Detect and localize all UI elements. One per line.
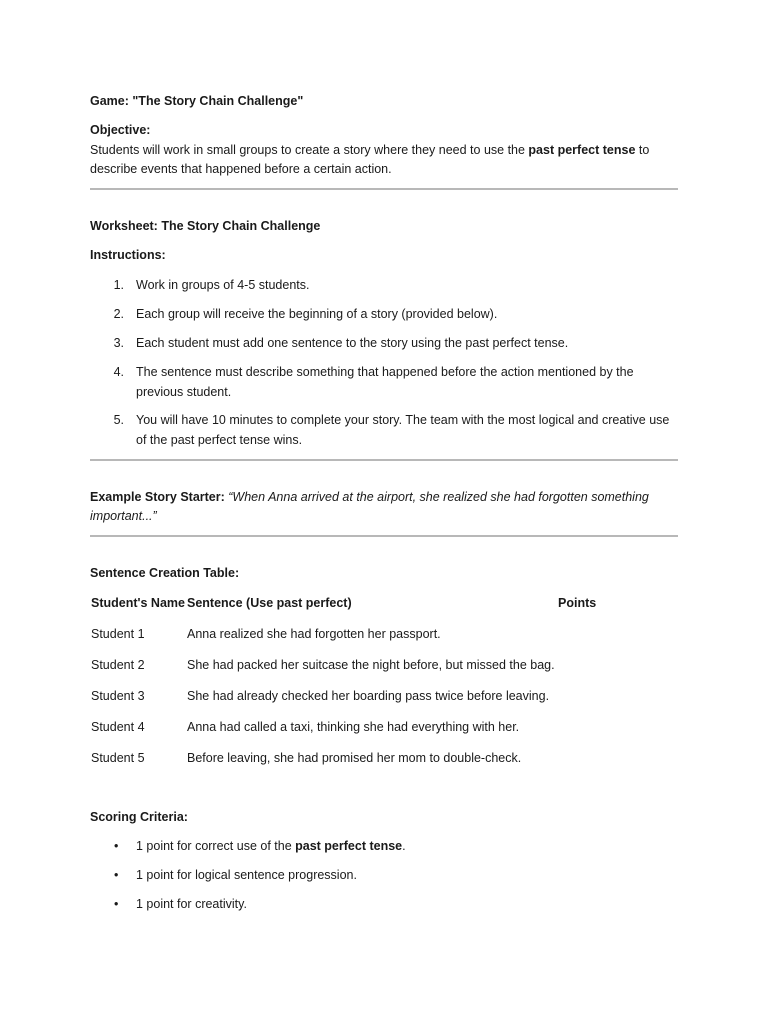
instruction-text: Work in groups of 4-5 students. xyxy=(136,278,310,292)
instructions-label: Instructions: xyxy=(90,248,166,262)
bullet-icon: • xyxy=(114,839,119,853)
instruction-number: 1. xyxy=(113,278,124,292)
header-sentence: Sentence (Use past perfect) xyxy=(187,596,352,610)
divider-1 xyxy=(90,188,678,190)
bullet-icon: • xyxy=(114,897,119,911)
table-title: Sentence Creation Table: xyxy=(90,566,240,580)
sentence-cell: Anna had called a taxi, thinking she had everything with her. xyxy=(187,720,520,734)
student-name-cell: Student 1 xyxy=(91,627,145,641)
scoring-criterion xyxy=(136,839,406,853)
scoring-criterion: 1 point for logical sentence progression. xyxy=(136,868,357,882)
criterion-text: 1 point for correct use of the xyxy=(136,839,296,853)
instruction-text: The sentence must describe something that happened before the action mentioned by the previous student. xyxy=(136,365,634,399)
student-name-cell: Student 4 xyxy=(91,720,145,734)
student-name-cell: Student 2 xyxy=(91,658,145,672)
student-name-cell: Student 5 xyxy=(91,751,145,765)
divider-3 xyxy=(90,535,678,537)
instruction-number: 3. xyxy=(113,336,124,350)
sentence-cell: Anna realized she had forgotten her passport. xyxy=(187,627,441,641)
criterion-emphasis: past perfect tense xyxy=(295,839,403,853)
instruction-text: Each student must add one sentence to the story using the past perfect tense. xyxy=(136,336,569,350)
instruction-number: 2. xyxy=(113,307,124,321)
sentence-cell: Before leaving, she had promised her mom to double-check. xyxy=(187,751,522,765)
worksheet-title: Worksheet: The Story Chain Challenge xyxy=(90,219,321,233)
scoring-label: Scoring Criteria: xyxy=(90,810,188,824)
instruction-text: Each group will receive the beginning of a story (provided below). xyxy=(136,307,498,321)
example-label: Example Story Starter: xyxy=(90,490,225,504)
objective-text-end: to describe events that happened before a certain action. xyxy=(90,143,650,176)
objective-emphasis: past perfect tense xyxy=(528,143,636,157)
sentence-cell: She had already checked her boarding pass twice before leaving. xyxy=(187,689,550,703)
sentence-cell: She had packed her suitcase the night before, but missed the bag. xyxy=(187,658,555,672)
header-points: Points xyxy=(558,596,597,610)
example-story-starter xyxy=(90,488,678,525)
objective-text xyxy=(90,141,678,178)
instruction-number: 5. xyxy=(113,413,124,427)
instruction-text: You will have 10 minutes to complete your story. The team with the most logical and creative use of the past perfect tense wins. xyxy=(136,413,670,447)
game-title: Game: "The Story Chain Challenge" xyxy=(90,94,304,108)
objective-text-start: Students will work in small groups to create a story where they need to use the xyxy=(90,143,529,157)
student-name-cell: Student 3 xyxy=(91,689,145,703)
bullet-icon: • xyxy=(114,868,119,882)
criterion-text-end: . xyxy=(402,839,406,853)
divider-2 xyxy=(90,459,678,461)
objective-label: Objective: xyxy=(90,123,151,137)
instruction-number: 4. xyxy=(113,365,124,379)
header-student-name: Student's Name xyxy=(91,596,185,610)
scoring-criterion: 1 point for creativity. xyxy=(136,897,247,911)
example-text: “When Anna arrived at the airport, she realized she had forgotten something important...” xyxy=(90,490,649,523)
